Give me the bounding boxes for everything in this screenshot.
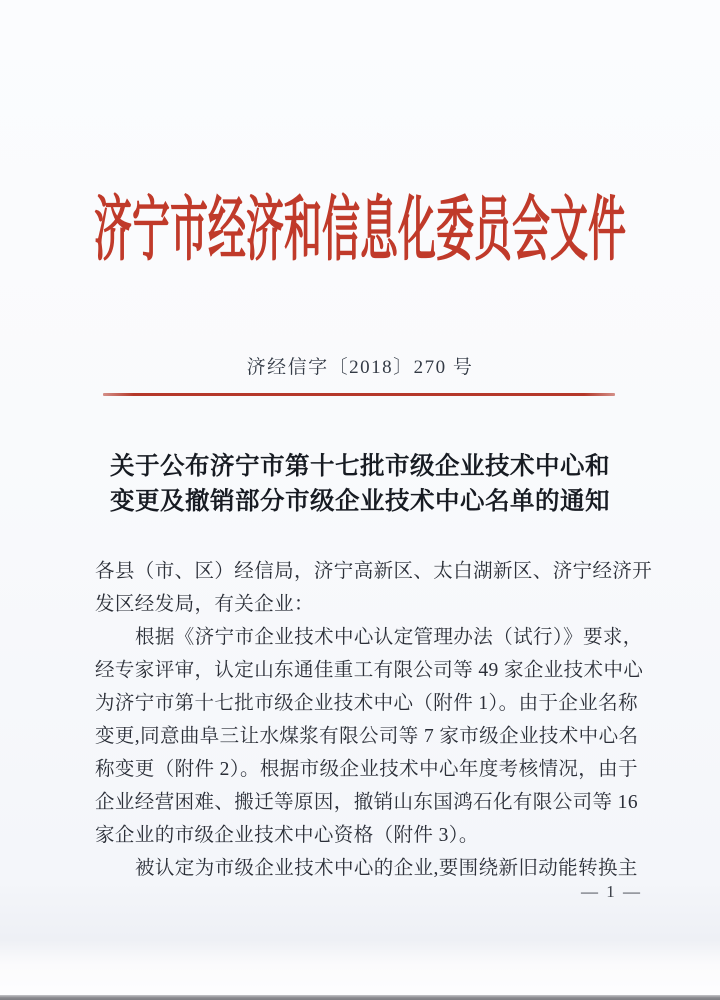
scan-bottom-edge	[0, 995, 720, 1000]
red-divider-line	[103, 393, 615, 396]
body-line: 被认定为市级企业技术中心的企业,要围绕新旧动能转换主	[135, 858, 638, 879]
document-title	[0, 449, 720, 519]
body-text	[95, 555, 653, 885]
body-line: 为济宁市第十七批市级企业技术中心（附件 1）。由于企业名称	[95, 693, 638, 714]
agency-header-title: 济宁市经济和信息化委员会文件	[93, 192, 626, 270]
body-line: 根据《济宁市企业技术中心认定管理办法（试行）》要求，	[135, 627, 643, 648]
page-number: — 1 —	[581, 882, 642, 901]
body-line: 称变更（附件 2）。根据市级企业技术中心年度考核情况，由于	[95, 759, 638, 780]
body-line: 变更,同意曲阜三让水煤浆有限公司等 7 家市级企业技术中心名	[95, 726, 639, 747]
body-line: 发区经发局，有关企业：	[95, 594, 314, 615]
body-line: 企业经营困难、搬迁等原因，撤销山东国鸿石化有限公司等 16	[95, 792, 638, 813]
document-number: 济经信字〔2018〕270 号	[246, 357, 474, 378]
body-line: 家企业的市级企业技术中心资格（附件 3）。	[95, 825, 479, 846]
document-title-line-1: 关于公布济宁市第十七批市级企业技术中心和	[110, 453, 610, 480]
body-line: 经专家评审，认定山东通佳重工有限公司等 49 家企业技术中心	[95, 660, 644, 681]
document-title-line-2: 变更及撤销部分市级企业技术中心名单的通知	[110, 488, 610, 515]
body-line: 各县（市、区）经信局，济宁高新区、太白湖新区、济宁经济开	[95, 561, 653, 582]
